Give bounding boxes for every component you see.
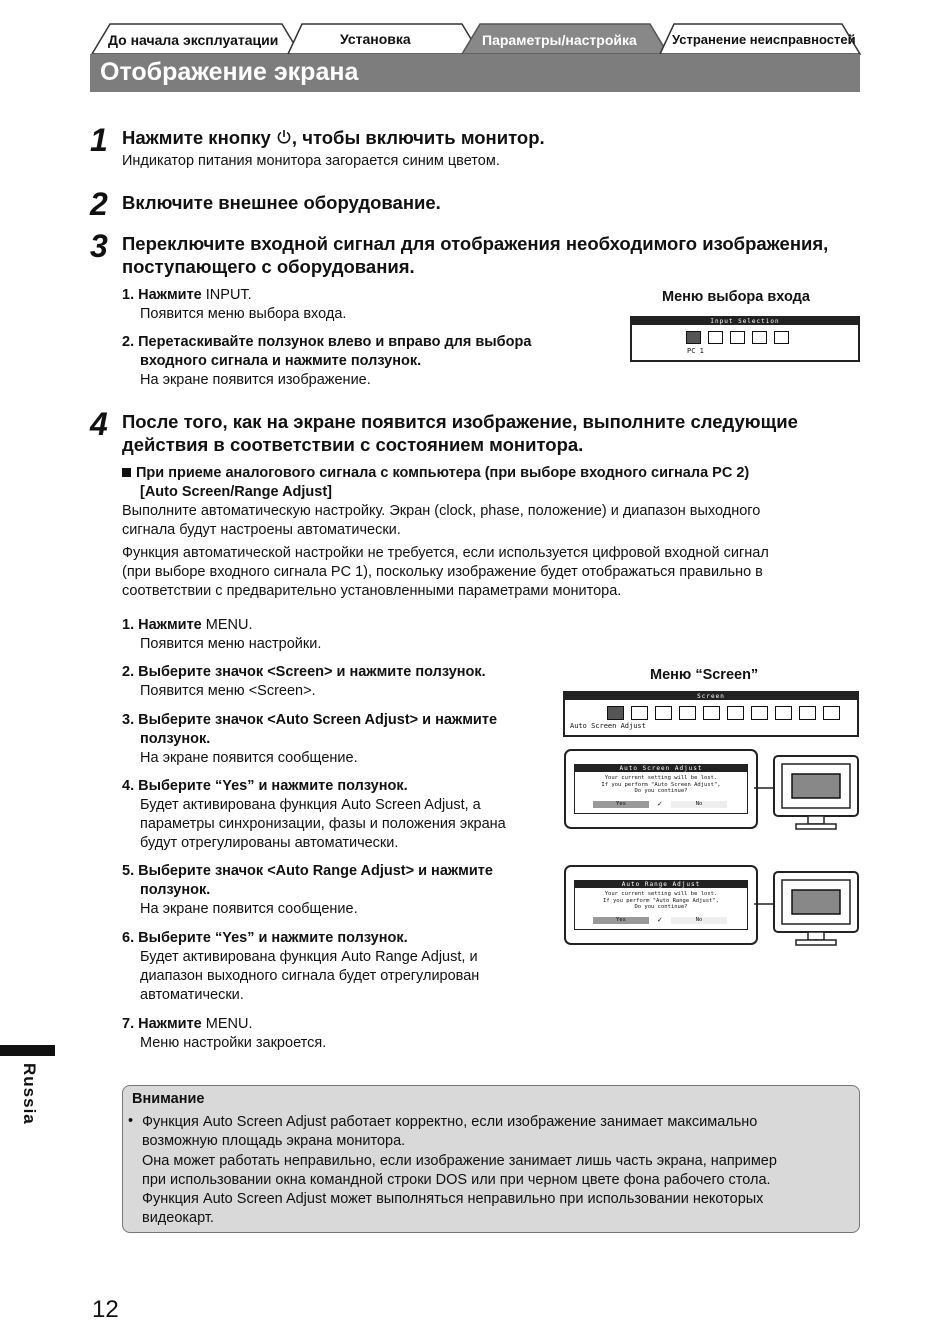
list-item: 7. Нажмите MENU. <box>122 1016 253 1032</box>
page-number: 12 <box>92 1296 119 1323</box>
dialog-text: If you perform "Auto Range Adjust", <box>603 897 719 904</box>
note-text: Функция Auto Screen Adjust работает корректно, если изображение занимает максимально возможную площадь экрана монитора. Она может работать неправильно, если изображение занимает лишь часть экрана, например при использовании окна командной строки DOS или при черном цвете фона рабочего стола. Функция Auto Screen Adjust может выполняться неправильно при использовании некоторых видеокарт. <box>142 1114 777 1227</box>
list-item-cont: ползунок. <box>140 731 211 747</box>
tab-troubleshooting[interactable]: Устранение неисправностей <box>672 32 856 47</box>
step-title-cont: действия в соответствии с состоянием монитора. <box>122 434 584 455</box>
dialog-text: Your current setting will be lost. <box>604 775 718 781</box>
list-item-desc: На экране появится сообщение. <box>140 750 358 766</box>
tab-before-use[interactable]: До начала эксплуатации <box>108 32 279 48</box>
step-number: 4 <box>90 406 108 442</box>
yes-button[interactable]: Yes <box>593 917 649 924</box>
paragraph: Функция автоматической настройки не требуется, если используется цифровой входной сигнал <box>122 545 769 561</box>
list-item-desc: На экране появится изображение. <box>140 372 371 388</box>
note-title: Внимание <box>132 1091 205 1107</box>
list-item-desc: На экране появится сообщение. <box>140 901 358 917</box>
step-title: Включите внешнее оборудование. <box>122 192 441 213</box>
list-item-desc: Будет активирована функция Auto Screen Adjust, а <box>140 797 481 813</box>
dialog-text: If you perform "Auto Screen Adjust", <box>601 781 721 788</box>
check-icon: ✓ <box>657 801 663 808</box>
paragraph: сигнала будут настроены автоматически. <box>122 522 401 538</box>
page-title: Отображение экрана <box>100 58 359 86</box>
list-item-desc: Появится меню выбора входа. <box>140 306 347 322</box>
figure-caption: Меню “Screen” <box>650 667 759 683</box>
title-bar <box>90 54 860 92</box>
step-title-cont: поступающего с оборудования. <box>122 256 415 277</box>
list-item: 2. Выберите значок <Screen> и нажмите ползунок. <box>122 664 486 680</box>
tab-installation[interactable]: Установка <box>340 31 411 47</box>
pc2-icon[interactable] <box>708 331 723 344</box>
dialog-text: Your current setting will be lost. <box>604 891 718 897</box>
list-item-desc: Появится меню <Screen>. <box>140 683 316 699</box>
component-icon[interactable] <box>774 331 789 344</box>
list-item: 2. Перетаскивайте ползунок влево и вправо для выбора <box>122 334 532 350</box>
step-title: Переключите входной сигнал для отображения необходимого изображения, <box>122 233 829 254</box>
screen-size-icon[interactable] <box>751 706 768 720</box>
auto-screen-dialog <box>574 764 748 814</box>
power-icon <box>276 129 292 145</box>
bullet-icon: • <box>128 1113 134 1129</box>
monitor-icon <box>752 748 862 832</box>
smoothing-icon[interactable] <box>799 706 816 720</box>
list-item-cont: входного сигнала и нажмите ползунок. <box>140 353 422 369</box>
dialog-text: Do you continue? <box>634 788 688 794</box>
auto-screen-dialog-frame <box>564 749 758 829</box>
analog-heading-cont: [Auto Screen/Range Adjust] <box>140 484 333 500</box>
step-title: Нажмите кнопку , чтобы включить монитор. <box>122 127 545 148</box>
list-item-desc: диапазон выходного сигнала будет отрегулирован <box>140 968 480 984</box>
auto-screen-adjust-icon[interactable] <box>607 706 624 720</box>
list-item: 4. Выберите “Yes” и нажмите ползунок. <box>122 778 408 794</box>
tab-settings[interactable]: Параметры/настройка <box>482 32 637 48</box>
figure-caption: Меню выбора входа <box>662 289 810 305</box>
input-selection-menu <box>630 316 860 362</box>
step-title: После того, как на экране появится изображение, выполните следующие <box>122 411 798 432</box>
auto-range-dialog-frame <box>564 865 758 945</box>
yes-button[interactable]: Yes <box>593 801 649 808</box>
list-item: 1. Нажмите INPUT. <box>122 287 252 303</box>
list-item: 5. Выберите значок <Auto Range Adjust> и нажмите <box>122 863 493 879</box>
selected-input-label: PC 1 <box>687 347 704 355</box>
paragraph: Выполните автоматическую настройку. Экран (clock, phase, положение) и диапазон выходного <box>122 503 761 519</box>
menu-header: Input Selection <box>632 318 858 325</box>
list-item: 1. Нажмите MENU. <box>122 617 253 633</box>
list-item-cont: ползунок. <box>140 882 211 898</box>
resolution-icon[interactable] <box>727 706 744 720</box>
language-label: Russia <box>20 1063 39 1125</box>
screen-menu <box>563 691 859 737</box>
list-item: 3. Выберите значок <Auto Screen Adjust> и нажмите <box>122 712 498 728</box>
dialog-header: Auto Screen Adjust <box>575 765 747 772</box>
side-tab-marker <box>0 1045 55 1056</box>
video-icon[interactable] <box>730 331 745 344</box>
dialog-header: Auto Range Adjust <box>575 881 747 888</box>
note-box <box>122 1085 860 1233</box>
square-bullet-icon <box>122 468 131 477</box>
step-number: 3 <box>90 228 108 264</box>
list-item-desc: параметры синхронизации, фазы и положения экрана <box>140 816 506 832</box>
paragraph: (при выборе входного сигнала PC 1), поскольку изображение будет отображаться правильно в <box>122 564 763 580</box>
selected-item-label: Auto Screen Adjust <box>570 722 646 730</box>
clock-icon[interactable] <box>655 706 672 720</box>
step-number: 1 <box>90 122 108 158</box>
check-icon: ✓ <box>657 917 663 924</box>
list-item-desc: будут отрегулированы автоматически. <box>140 835 399 851</box>
position-icon[interactable] <box>703 706 720 720</box>
step-text: Индикатор питания монитора загорается синим цветом. <box>122 153 500 169</box>
return-icon[interactable] <box>823 706 840 720</box>
list-item-desc: Меню настройки закроется. <box>140 1035 327 1051</box>
menu-header: Screen <box>565 693 857 700</box>
pc1-icon[interactable] <box>686 331 701 344</box>
analog-heading: При приеме аналогового сигнала с компьютера (при выборе входного сигнала PC 2) <box>122 464 749 484</box>
list-item: 6. Выберите “Yes” и нажмите ползунок. <box>122 930 408 946</box>
auto-range-adjust-icon[interactable] <box>631 706 648 720</box>
no-button[interactable]: No <box>671 801 727 808</box>
list-item-desc: Будет активирована функция Auto Range Adjust, и <box>140 949 478 965</box>
phase-icon[interactable] <box>679 706 696 720</box>
paragraph: соответствии с предварительно установленными параметрами монитора. <box>122 583 622 599</box>
auto-range-dialog <box>574 880 748 930</box>
no-button[interactable]: No <box>671 917 727 924</box>
list-item-desc: Появится меню настройки. <box>140 636 322 652</box>
step-number: 2 <box>90 186 108 222</box>
dialog-text: Do you continue? <box>634 904 688 910</box>
monitor-icon <box>752 864 862 948</box>
svideo-icon[interactable] <box>752 331 767 344</box>
border-icon[interactable] <box>775 706 792 720</box>
list-item-desc: автоматически. <box>140 987 244 1003</box>
